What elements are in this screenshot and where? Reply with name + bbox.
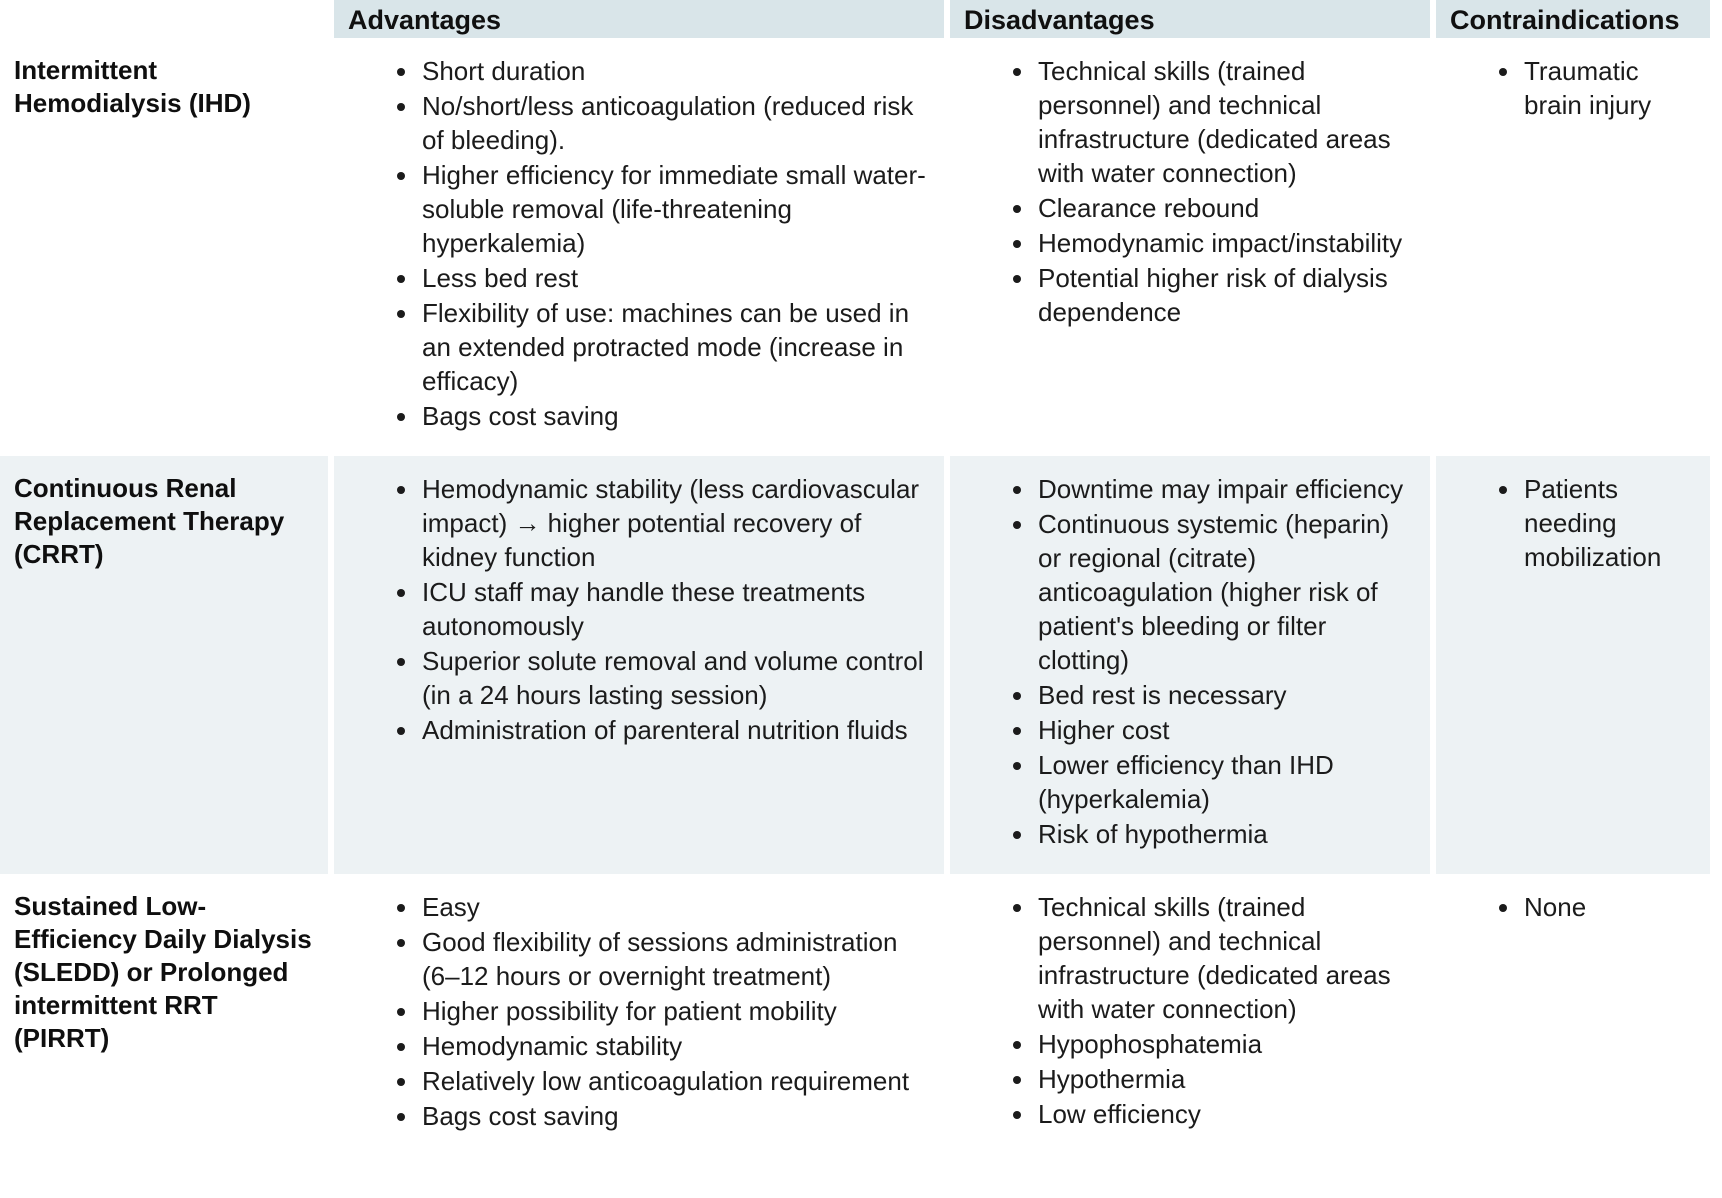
advantages-list xyxy=(334,472,944,747)
bullet-item: • Low efficiency xyxy=(1036,1097,1416,1131)
bullet-item: • Clearance rebound xyxy=(1036,191,1416,225)
bullet-item: • Technical skills (trained personnel) and technical infrastructure (dedicated areas with water connection) xyxy=(1036,890,1416,1026)
bullet-item: • Hypophosphatemia xyxy=(1036,1027,1416,1061)
header-contraindications: Contraindications xyxy=(1436,0,1710,38)
cell-contraindications xyxy=(1436,38,1710,456)
bullet-item: • Bags cost saving xyxy=(420,1099,930,1133)
bullet-item: • Hemodynamic impact/instability xyxy=(1036,226,1416,260)
bullet-item: • Relatively low anticoagulation requirement xyxy=(420,1064,930,1098)
cell-advantages xyxy=(334,456,944,874)
bullet-item: • Potential higher risk of dialysis dependence xyxy=(1036,261,1416,329)
cell-contraindications xyxy=(1436,874,1710,1156)
row-label: Sustained Low-Efficiency Daily Dialysis (SLEDD) or Prolonged intermittent RRT (PIRRT) xyxy=(0,874,328,1156)
header-advantages: Advantages xyxy=(334,0,944,38)
bullet-item: • Administration of parenteral nutrition fluids xyxy=(420,713,930,747)
cell-advantages xyxy=(334,38,944,456)
cell-disadvantages xyxy=(950,456,1430,874)
bullet-item: • Technical skills (trained personnel) and technical infrastructure (dedicated areas with water connection) xyxy=(1036,54,1416,190)
bullet-item: • Downtime may impair efficiency xyxy=(1036,472,1416,506)
bullet-item: • Short duration xyxy=(420,54,930,88)
header-row-label xyxy=(0,0,328,38)
bullet-item: • Easy xyxy=(420,890,930,924)
disadvantages-list xyxy=(950,472,1430,851)
cell-contraindications xyxy=(1436,456,1710,874)
bullet-item: • Patients needing mobilization xyxy=(1522,472,1696,574)
disadvantages-list xyxy=(950,890,1430,1131)
disadvantages-list xyxy=(950,54,1430,329)
bullet-item: • ICU staff may handle these treatments autonomously xyxy=(420,575,930,643)
bullet-item: • None xyxy=(1522,890,1696,924)
bullet-item: • Superior solute removal and volume control (in a 24 hours lasting session) xyxy=(420,644,930,712)
bullet-item: • No/short/less anticoagulation (reduced risk of bleeding). xyxy=(420,89,930,157)
bullet-item: • Flexibility of use: machines can be used in an extended protracted mode (increase in efficacy) xyxy=(420,296,930,398)
bullet-item: • Good flexibility of sessions administration (6–12 hours or overnight treatment) xyxy=(420,925,930,993)
table-header-row xyxy=(0,0,1710,38)
bullet-item: • Less bed rest xyxy=(420,261,930,295)
table-row xyxy=(0,38,1710,456)
bullet-item: • Higher cost xyxy=(1036,713,1416,747)
bullet-item: • Risk of hypothermia xyxy=(1036,817,1416,851)
bullet-item: • Hemodynamic stability (less cardiovascular impact) → higher potential recovery of kidney function xyxy=(420,472,930,574)
row-label: Intermittent Hemodialysis (IHD) xyxy=(0,38,328,456)
bullet-item: • Bags cost saving xyxy=(420,399,930,433)
contraindications-list xyxy=(1436,472,1710,574)
cell-disadvantages xyxy=(950,874,1430,1156)
row-label: Continuous Renal Replacement Therapy (CRRT) xyxy=(0,456,328,874)
cell-disadvantages xyxy=(950,38,1430,456)
contraindications-list xyxy=(1436,54,1710,122)
advantages-list xyxy=(334,54,944,433)
table-body xyxy=(0,38,1710,1156)
contraindications-list xyxy=(1436,890,1710,924)
bullet-item: • Traumatic brain injury xyxy=(1522,54,1696,122)
bullet-item: • Hypothermia xyxy=(1036,1062,1416,1096)
bullet-item: • Hemodynamic stability xyxy=(420,1029,930,1063)
cell-advantages xyxy=(334,874,944,1156)
bullet-item: • Higher efficiency for immediate small water-soluble removal (life-threatening hyperkalemia) xyxy=(420,158,930,260)
bullet-item: • Lower efficiency than IHD (hyperkalemia) xyxy=(1036,748,1416,816)
bullet-item: • Continuous systemic (heparin) or regional (citrate) anticoagulation (higher risk of patient's bleeding or filter clotting) xyxy=(1036,507,1416,677)
table-row xyxy=(0,874,1710,1156)
table-row xyxy=(0,456,1710,874)
bullet-item: • Higher possibility for patient mobility xyxy=(420,994,930,1028)
advantages-list xyxy=(334,890,944,1133)
bullet-item: • Bed rest is necessary xyxy=(1036,678,1416,712)
page-margin xyxy=(1710,0,1722,1198)
header-disadvantages: Disadvantages xyxy=(950,0,1430,38)
